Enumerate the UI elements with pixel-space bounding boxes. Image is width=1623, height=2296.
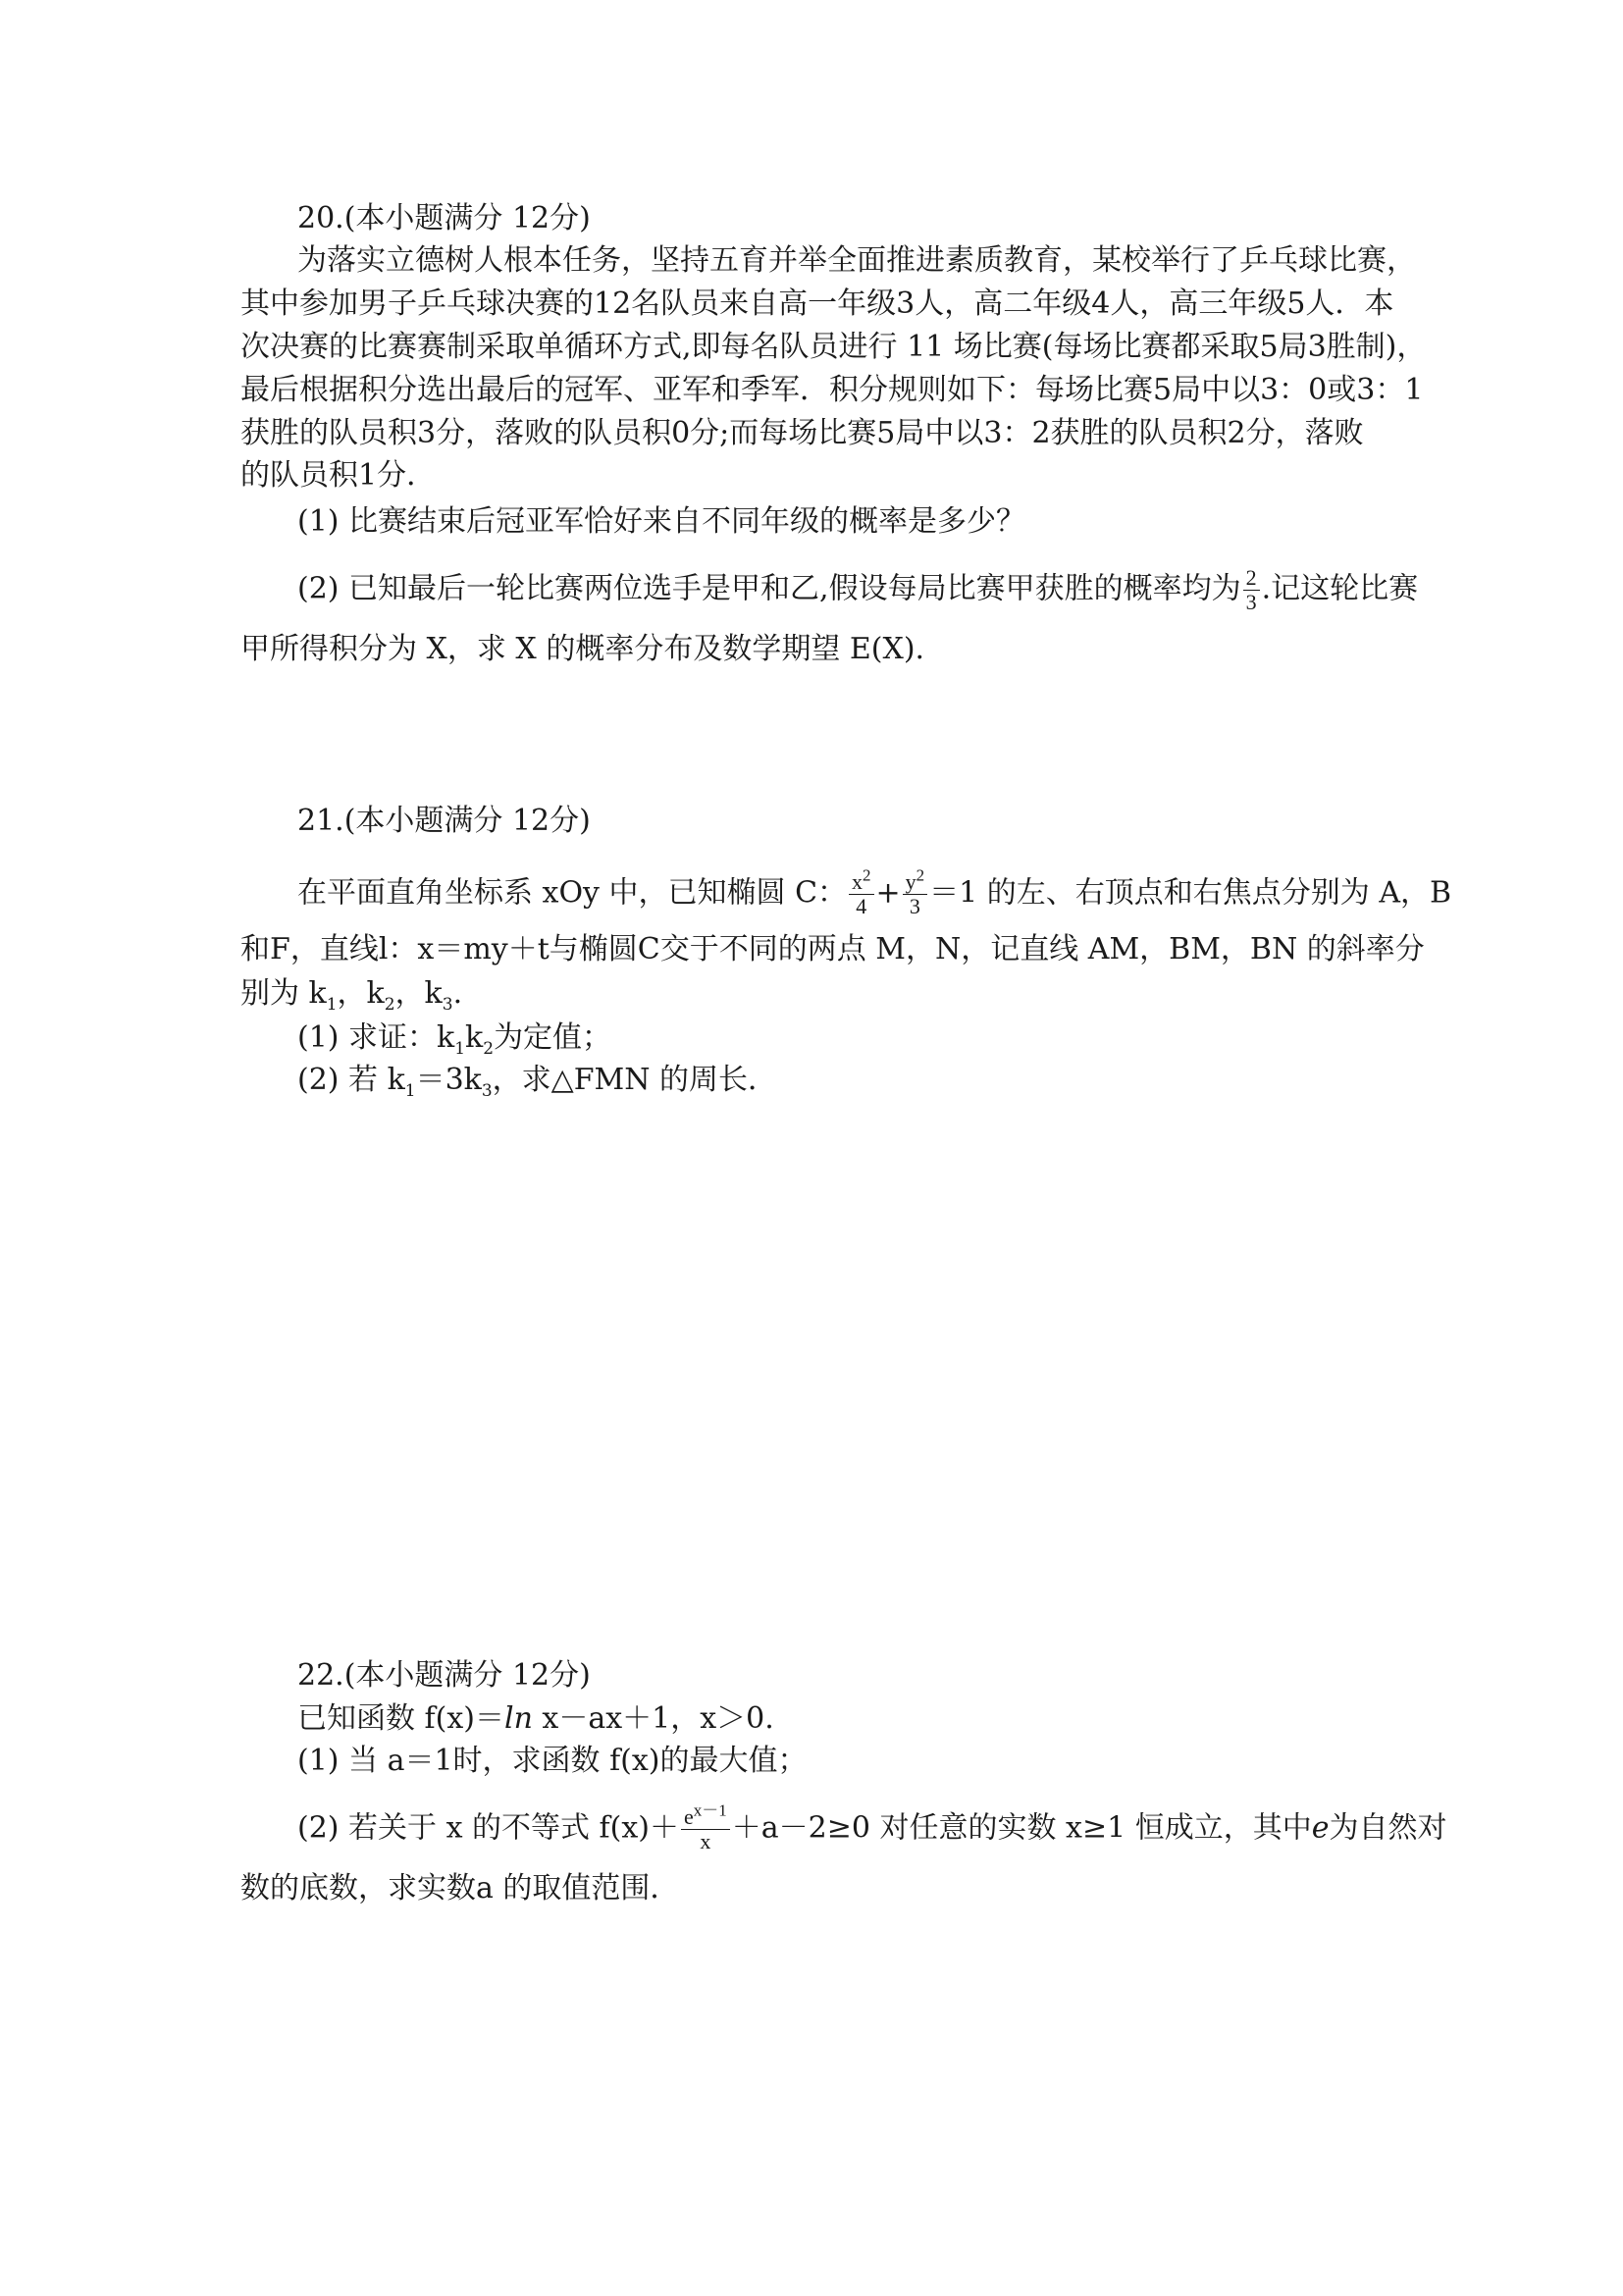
q21-header: 21.(本小题满分 12分) bbox=[297, 804, 591, 838]
q22-part-1: (1) 当 a＝1时，求函数 f(x)的最大值； bbox=[297, 1744, 808, 1778]
q22-part-2-cont: 数的底数，求实数a 的取值范围． bbox=[240, 1871, 680, 1905]
q21-line-1: 在平面直角坐标系 xOy 中，已知椭圆 C： $\frac{x^2}{4}$ + $\frac{y^2}{3}$ ＝1 的左、右顶点和右焦点分别为 A，B bbox=[297, 865, 1452, 918]
q21-part-2: (2) 若 $k_1=3k_3$，求△FMN 的周长． bbox=[297, 1063, 778, 1101]
fraction-ex1-over-x: $\frac{e^{x-1}}{x}$ bbox=[681, 1805, 730, 1853]
q22-line-1: 已知函数 f(x)＝ln x－ax＋1，x＞0. bbox=[297, 1701, 774, 1736]
q21-line-3: 别为 $k_1$，$k_2$，$k_3$. bbox=[240, 976, 463, 1015]
q20-line-2: 其中参加男子乒乓球决赛的12名队员来自高一年级3人，高二年级4人，高三年级5人．本 bbox=[240, 287, 1394, 321]
q22-header: 22.(本小题满分 12分) bbox=[297, 1658, 591, 1693]
fraction-two-thirds: $\frac{2}{3}$ bbox=[1243, 566, 1260, 614]
fraction-y2-over-3: $\frac{y^2}{3}$ bbox=[903, 870, 928, 918]
q20-line-1: 为落实立德树人根本任务，坚持五育并举全面推进素质教育，某校举行了乒乓球比赛， bbox=[297, 243, 1416, 278]
q20-part-1: (1) 比赛结束后冠亚军恰好来自不同年级的概率是多少？ bbox=[297, 504, 1026, 539]
q20-line-3: 次决赛的比赛赛制采取单循环方式,即每名队员进行 11 场比赛(每场比赛都采取5局3胜制)， bbox=[240, 330, 1427, 364]
fraction-x2-over-4: $\frac{x^2}{4}$ bbox=[849, 870, 874, 918]
q20-line-4: 最后根据积分选出最后的冠军、亚军和季军．积分规则如下：每场比赛5局中以3：0或3：1 bbox=[240, 373, 1424, 407]
q22-part-2: (2) 若关于 x 的不等式 f(x)＋ $\frac{e^{x-1}}{x}$ ＋a－2≥0 对任意的实数 x≥1 恒成立，其中e为自然对 bbox=[297, 1800, 1447, 1853]
q21-part-1: (1) 求证：$k_1k_2$为定值； bbox=[297, 1020, 612, 1059]
q20-line-6: 的队员积1分． bbox=[240, 458, 437, 493]
q20-part-2: (2) 已知最后一轮比赛两位选手是甲和乙,假设每局比赛甲获胜的概率均为 $\frac{2}{3}$ .记这轮比赛 bbox=[297, 565, 1419, 614]
q21-line-2: 和F，直线l：x＝my＋t与椭圆C交于不同的两点 M，N，记直线 AM，BM，BN 的斜率分 bbox=[240, 932, 1425, 966]
q20-part-2-cont: 甲所得积分为 X，求 X 的概率分布及数学期望 E(X). bbox=[240, 632, 925, 666]
q20-line-5: 获胜的队员积3分，落败的队员积0分;而每场比赛5局中以3：2获胜的队员积2分，落败 bbox=[240, 416, 1364, 450]
q20-header: 20.(本小题满分 12分) bbox=[297, 201, 591, 235]
